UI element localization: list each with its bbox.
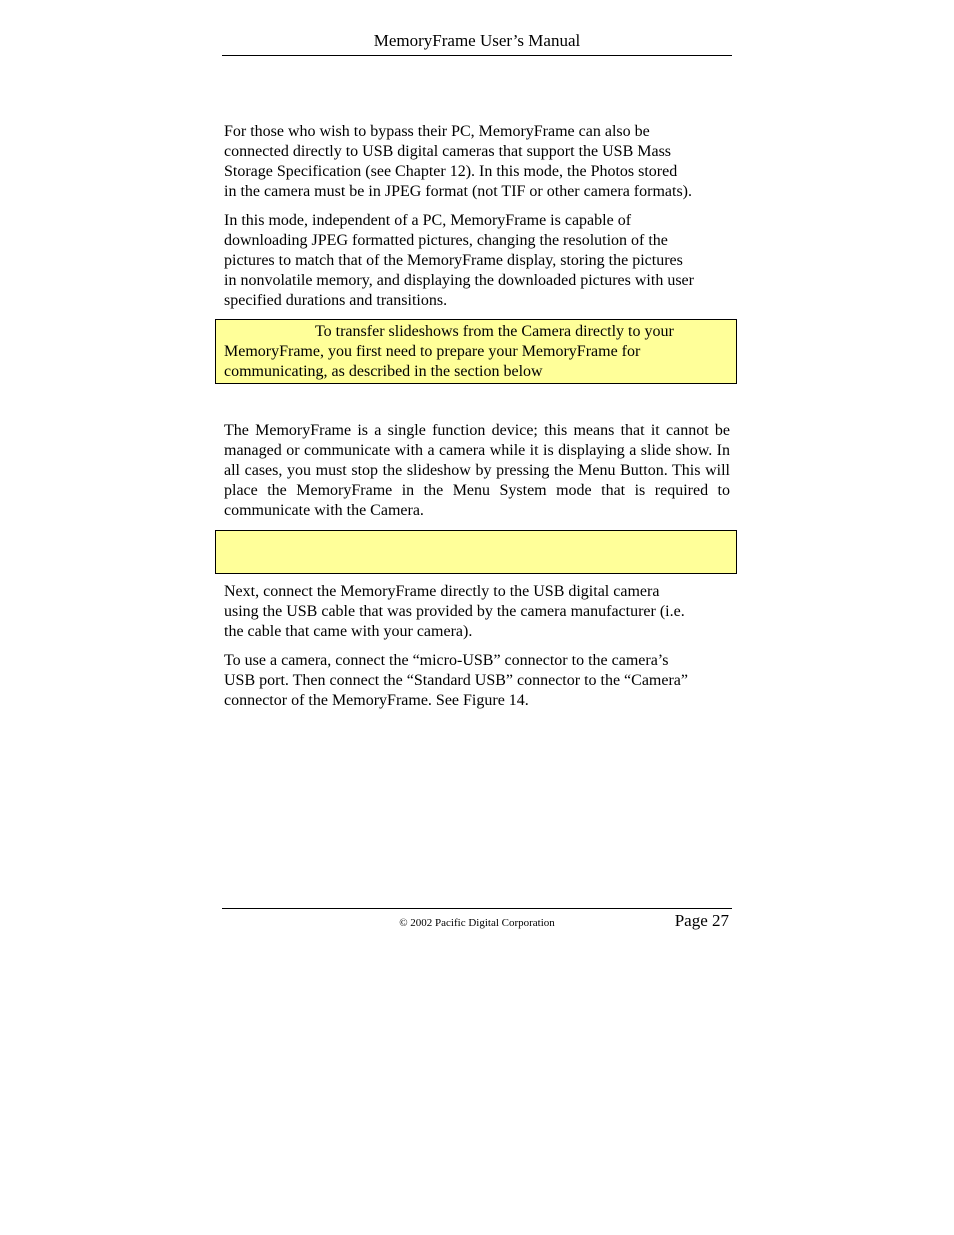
paragraph-bypass-pc: For those who wish to bypass their PC, MemoryFrame can also be connected directly to USB digital cameras that support the USB Mass Storage Specification (see Chapter 12). In this mode, the Photos stored in the camera must be in JPEG format (not TIF or other camera formats). <box>224 123 693 200</box>
paragraph-single-function: The MemoryFrame is a single function device; this means that it cannot be managed or communicate with a camera while it is displaying a slide show. In all cases, you must stop the slideshow by pressing the Menu Button. This will place the MemoryFrame in the Menu System mode that is required to communicate with the Camera. <box>224 422 730 519</box>
note-text-transfer <box>224 322 730 382</box>
footer-copyright: © 2002 Pacific Digital Corporation <box>399 917 555 929</box>
note-box-transfer <box>215 319 737 384</box>
page-header-title: MemoryFrame User’s Manual <box>373 31 581 50</box>
paragraph-independent-mode: In this mode, independent of a PC, MemoryFrame is capable of downloading JPEG formatted pictures, changing the resolution of the pictures to match that of the MemoryFrame display, storing the pictures in nonvolatile memory, and displaying the downloaded pictures with user specified durations and transitions. <box>224 212 694 309</box>
paragraph-connect-camera: Next, connect the MemoryFrame directly to the USB digital camera using the USB cable that was provided by the camera manufacturer (i.e. the cable that came with your camera). <box>224 583 685 640</box>
page-number: Page 27 <box>674 911 729 930</box>
header-rule <box>222 55 732 56</box>
paragraph-use-camera: To use a camera, connect the “micro-USB” connector to the camera’s USB port. Then connect the “Standard USB” connector to the “Camera” connector of the MemoryFrame. See Figure 14. <box>224 652 689 709</box>
note-box-empty <box>215 530 737 574</box>
footer-rule <box>222 908 732 909</box>
note-transfer-text: To transfer slideshows from the Camera directly to your MemoryFrame, you first need to prepare your MemoryFrame for communicating, as described in the section below <box>224 323 674 380</box>
